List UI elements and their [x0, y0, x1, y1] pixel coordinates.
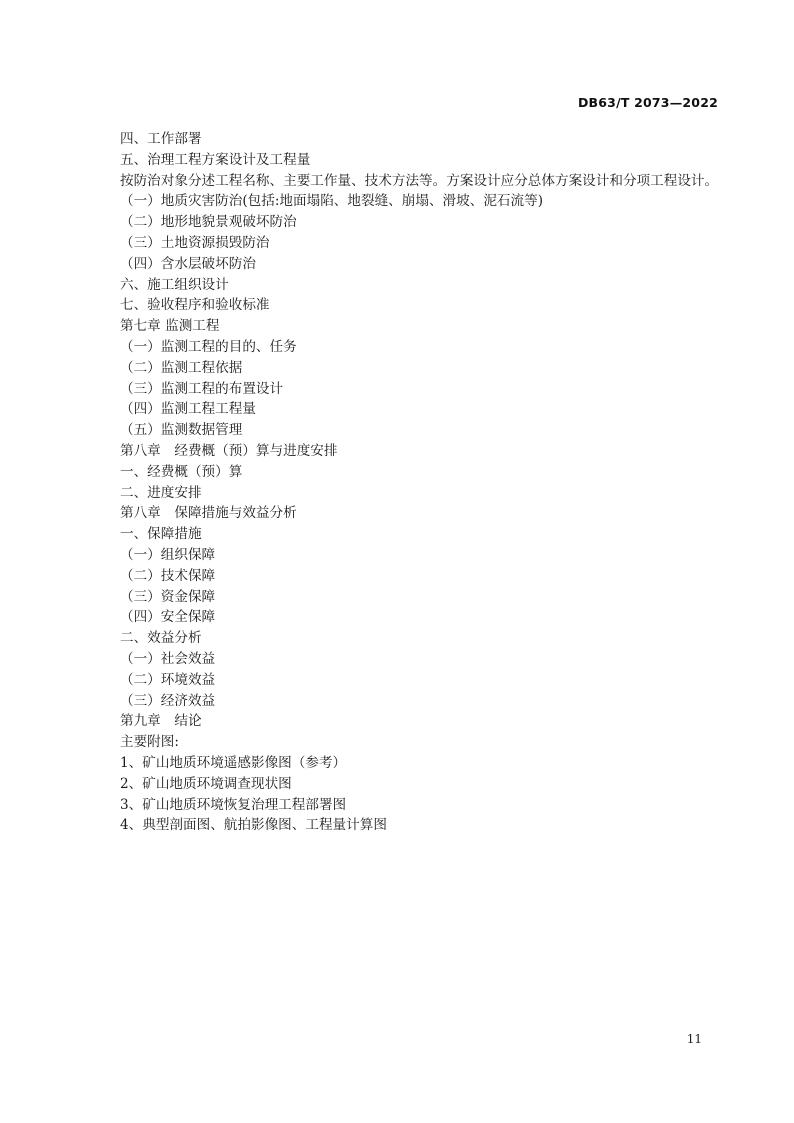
- outline-item: （五）监测数据管理: [120, 422, 243, 439]
- page-number: 11: [686, 1032, 702, 1046]
- appendix-item: 2、矿山地质环境调查现状图: [120, 775, 292, 792]
- outline-item: （二）环境效益: [120, 671, 216, 688]
- appendix-heading: 主要附图:: [120, 734, 179, 751]
- outline-item: 二、效益分析: [120, 630, 202, 647]
- chapter-heading: 第七章 监测工程: [120, 318, 220, 335]
- outline-item: （二）地形地貌景观破坏防治: [120, 214, 297, 231]
- chapter-heading: 第八章 保障措施与效益分析: [120, 505, 297, 522]
- document-body: [120, 129, 730, 836]
- outline-item: 四、工作部署: [120, 131, 202, 147]
- outline-item: （四）监测工程工程量: [120, 401, 256, 418]
- outline-item: 一、经费概（预）算: [120, 463, 243, 480]
- standard-code: DB63/T 2073—2022: [577, 95, 718, 110]
- outline-item: （三）监测工程的布置设计: [120, 380, 284, 397]
- outline-item: （三）土地资源损毁防治: [120, 234, 270, 251]
- outline-item: （一）社会效益: [120, 650, 216, 667]
- outline-item: 一、保障措施: [120, 526, 202, 543]
- outline-item: 五、治理工程方案设计及工程量: [120, 151, 311, 168]
- outline-paragraph: 按防治对象分述工程名称、主要工作量、技术方法等。方案设计应分总体方案设计和分项工程设计。: [120, 172, 719, 189]
- outline-item: 二、进度安排: [120, 484, 202, 501]
- appendix-item: 4、典型剖面图、航拍影像图、工程量计算图: [120, 817, 387, 834]
- outline-item: （二）监测工程依据: [120, 359, 243, 376]
- outline-item: （一）组织保障: [120, 546, 216, 563]
- outline-item: 七、验收程序和验收标准: [120, 297, 270, 314]
- chapter-heading: 第八章 经费概（预）算与进度安排: [120, 442, 338, 459]
- outline-item: （三）资金保障: [120, 588, 216, 605]
- outline-item: （二）技术保障: [120, 567, 216, 584]
- appendix-item: 3、矿山地质环境恢复治理工程部署图: [120, 796, 347, 813]
- outline-item: （三）经济效益: [120, 692, 216, 709]
- outline-item: 六、施工组织设计: [120, 276, 229, 293]
- chapter-heading: 第九章 结论: [120, 713, 202, 730]
- outline-item: （一）地质灾害防治(包括:地面塌陷、地裂缝、崩塌、滑坡、泥石流等): [120, 193, 543, 210]
- outline-item: （四）安全保障: [120, 609, 216, 626]
- outline-item: （四）含水层破坏防治: [120, 255, 256, 272]
- outline-item: （一）监测工程的目的、任务: [120, 338, 297, 355]
- appendix-item: 1、矿山地质环境遥感影像图（参考）: [120, 754, 347, 771]
